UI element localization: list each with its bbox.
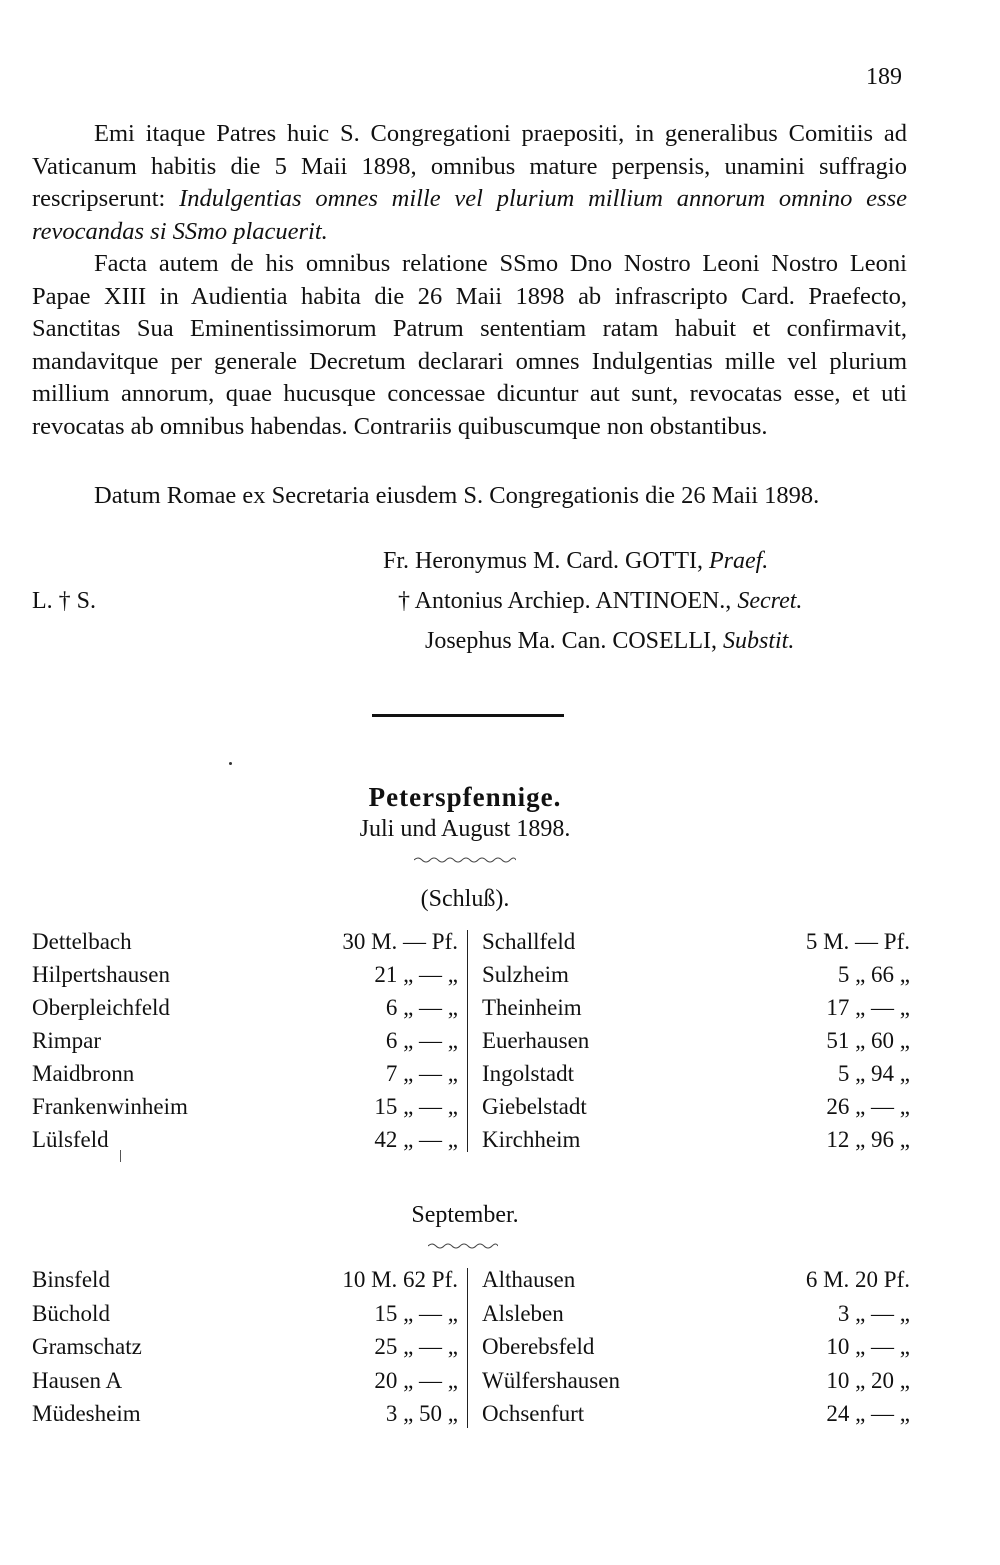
place-name: Hilpertshausen [32,962,170,987]
place-name: Frankenwinheim [32,1094,188,1119]
donation-amount: 10 „ — „ [826,1334,910,1359]
section-september: September. [411,1202,519,1228]
signature-substitute [425,628,794,655]
paragraph-decision-italic: Indulgentias omnes mille vel plurium millium annorum omnino esse revocandas si SSmo placuerit. [32,185,907,245]
table-row [0,1091,1000,1123]
stray-dot [229,762,232,765]
place-name: Ingolstadt [482,1061,574,1086]
section-subtitle: Juli und August 1898. [359,816,571,842]
place-name: Büchold [32,1300,110,1326]
donation-amount: 5 M. — Pf. [805,929,910,954]
place-name: Althausen [482,1267,576,1292]
place-name: Schallfeld [482,929,576,954]
place-name: Lülsfeld [32,1127,109,1152]
seal-mark: L. † S. [32,588,97,614]
paragraph-decision [32,118,907,248]
donation-amount: 17 „ — „ [826,995,910,1020]
place-name: Wülfershausen [482,1367,620,1393]
donation-amount: 5 „ 94 „ [837,1061,910,1086]
donation-amount: 7 „ — „ [385,1061,458,1086]
signature-substitute-name: Josephus Ma. Can. COSELLI, [425,628,717,654]
place-name: Dettelbach [32,929,132,954]
table-row [0,1365,1000,1397]
paragraph-decision-text: Emi itaque Patres huic S. Congregationi praepositi, in generalibus Comitiis ad Vaticanum habitis die 5 Maii 1898, omnibus mature perpensis, unamini suffragio rescripserunt: [32,120,907,213]
donation-amount: 15 „ — „ [374,1094,458,1119]
donation-amount: 6 M. 20 Pf. [805,1267,910,1292]
section-title: Peterspfennige. [368,782,562,812]
donation-amount: 24 „ — „ [826,1401,910,1426]
paragraph-dated: Datum Romae ex Secretaria eiusdem S. Congregationis die 26 Maii 1898. [94,482,820,509]
paragraph-decree: Facta autem de his omnibus relatione SSmo Dno Nostro Leoni Nostro Leoni Papae XIII in Audientia habita die 26 Maii 1898 ab infrascripto Card. Praefecto, Sanctitas Sua Eminentissimorum Patrum sententiam ratam habuit et confirmavit, mandavitque per generale Decretum declarari omnes Indulgentias mille vel plurium millium annorum, quae hucusque concessae dicuntur aut sunt, revocatas esse, et uti revocatas ab omnibus habendas. Contrariis quibuscumque non obstantibus. [32,250,907,440]
table-row [0,1058,1000,1090]
donation-amount: 6 „ — „ [385,995,458,1020]
section-continuation: (Schluß). [420,886,510,912]
donation-amount: 51 „ 60 „ [826,1028,910,1053]
place-name: Maidbronn [32,1061,135,1086]
donation-amount: 15 „ — „ [374,1300,458,1326]
donation-amount: 20 „ — „ [374,1367,458,1393]
donation-amount: 25 „ — „ [374,1334,458,1359]
table-row [0,1398,1000,1430]
donation-amount: 10 „ 20 „ [826,1367,910,1393]
place-name: Giebelstadt [482,1094,587,1119]
donation-amount: 5 „ 66 „ [837,962,910,987]
place-name: Müdesheim [32,1401,141,1426]
place-name: Theinheim [482,995,582,1020]
signature-prefect-name: Fr. Heronymus M. Card. GOTTI, [383,548,703,574]
place-name: Kirchheim [482,1127,581,1152]
ornament-squiggle [414,856,516,864]
table-row [0,992,1000,1024]
place-name: Binsfeld [32,1267,110,1292]
place-name: Gramschatz [32,1334,142,1359]
place-name: Rimpar [32,1028,101,1053]
table-row [0,959,1000,991]
table-row [0,1331,1000,1363]
donation-amount: 6 „ — „ [385,1028,458,1053]
donation-amount: 3 „ 50 „ [385,1401,458,1426]
table-row [0,1264,1000,1296]
place-name: Hausen A [32,1367,123,1393]
signature-secretary [398,588,802,615]
donation-amount: 21 „ — „ [374,962,458,987]
table-row [0,1298,1000,1330]
section-divider [372,714,564,717]
table-row [0,926,1000,958]
table-row [0,1124,1000,1156]
donation-amount: 26 „ — „ [826,1094,910,1119]
place-name: Ochsenfurt [482,1401,585,1426]
table-row [0,1025,1000,1057]
place-name: Alsleben [482,1300,564,1326]
signature-substitute-title: Substit. [722,628,795,654]
donation-amount: 30 M. — Pf. [342,929,458,954]
donation-amount: 10 M. 62 Pf. [342,1267,458,1292]
signature-secretary-name: † Antonius Archiep. ANTINOEN., [398,588,732,614]
donation-amount: 12 „ 96 „ [826,1127,910,1152]
signature-secretary-title: Secret. [737,588,803,614]
signature-prefect-title: Praef. [708,548,769,574]
ornament-squiggle [428,1242,498,1250]
place-name: Oberpleichfeld [32,995,170,1020]
place-name: Sulzheim [482,962,569,987]
page-number: 189 [866,64,902,90]
signature-prefect [383,548,768,575]
donation-amount: 3 „ — „ [837,1300,910,1326]
place-name: Oberebsfeld [482,1334,595,1359]
donation-amount: 42 „ — „ [374,1127,458,1152]
place-name: Euerhausen [482,1028,590,1053]
